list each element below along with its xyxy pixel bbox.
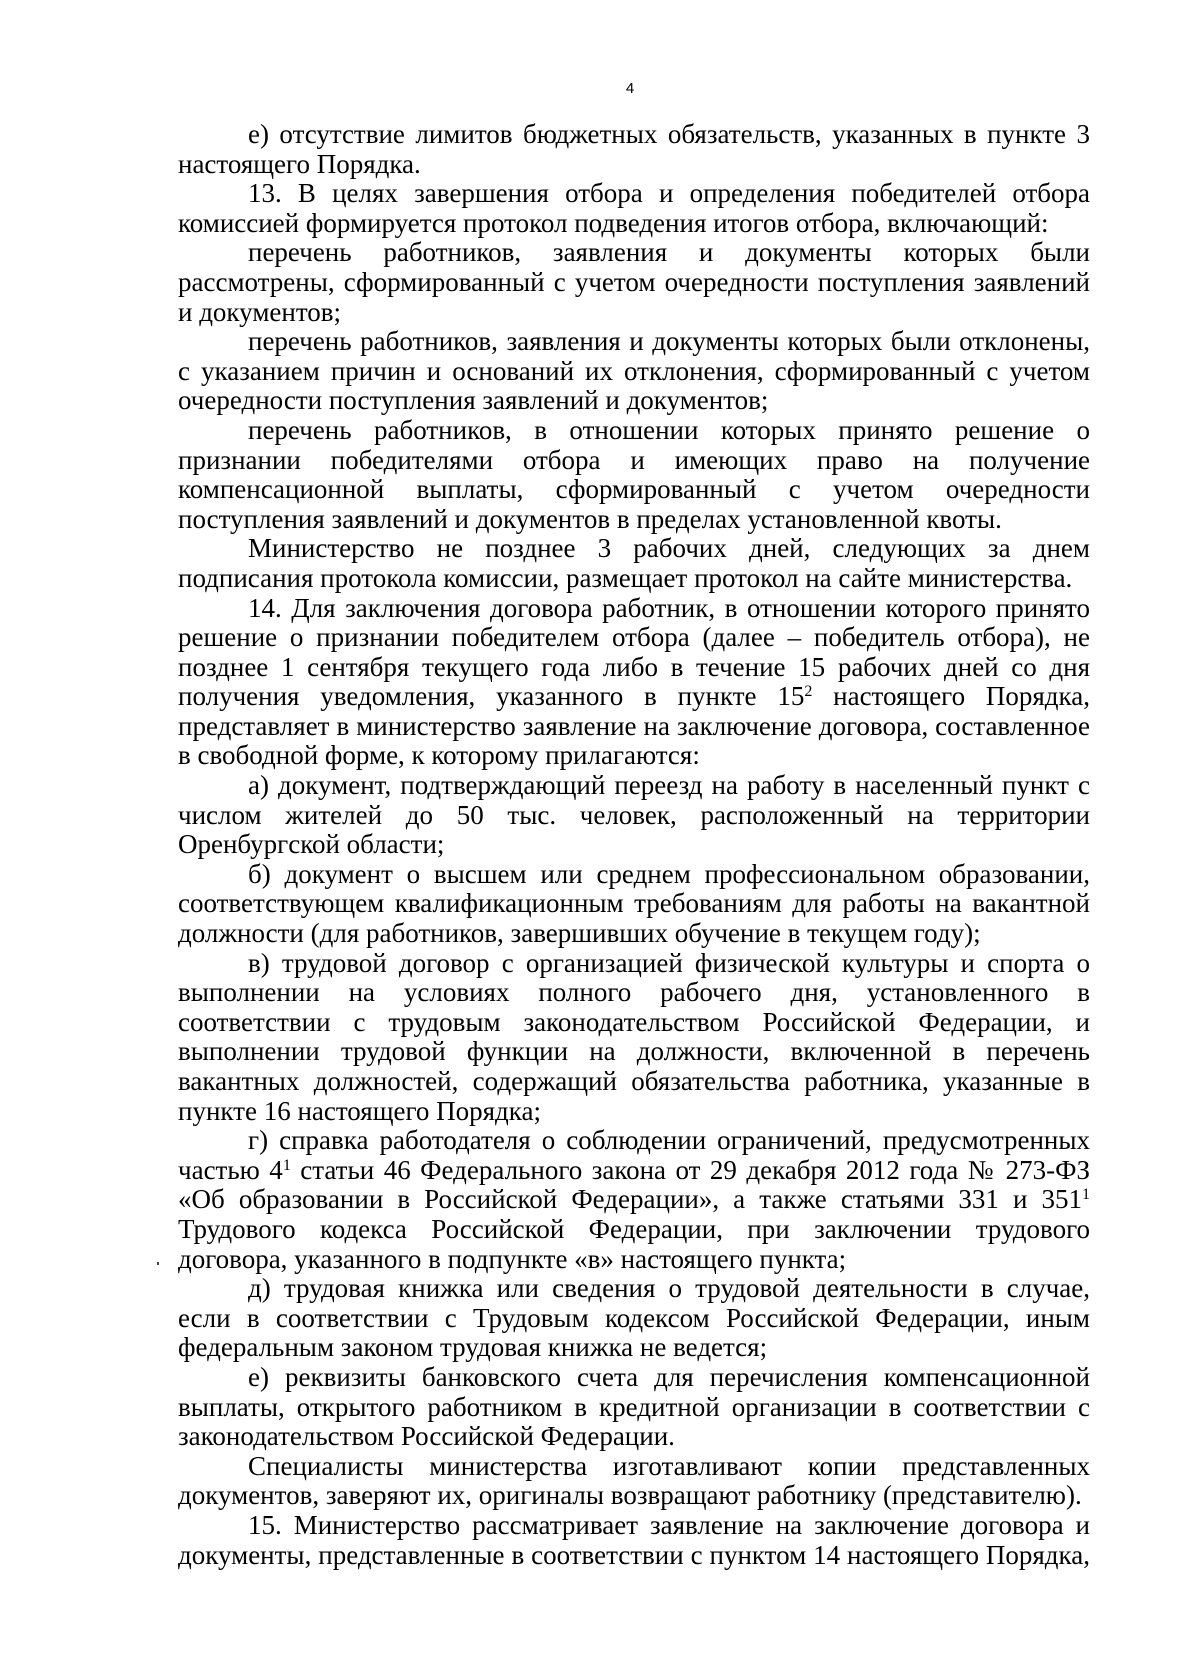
paragraph-13-list-winners: перечень работников, в отношении которых принято решение о признании победителями отбора и имеющих право на получение компенсационной выплаты, сформированный с учетом очередности поступления заявлений и документов в пределах установленной квоты. xyxy=(178,414,1090,534)
paragraph-15: 15. Министерство рассматривает заявление на заключение договора и документы, представленные в соответствии с пунктом 14 настоящего Порядка, xyxy=(178,1509,1090,1570)
paragraph-14-item-d: д) трудовая книжка или сведения о трудовой деятельности в случае, если в соответствии с Трудовым кодексом Российской Федерации, иным федеральным законом трудовая книжка не ведется; xyxy=(178,1273,1090,1363)
paragraph-14-g-text-2: статьи 46 Федерального закона от 29 декабря 2012 года № 273-ФЗ «Об образовании в Российской Федерации», а также статьями 331 и 351 xyxy=(178,1154,1090,1215)
paragraph-14-superscript: 2 xyxy=(804,683,813,701)
paragraph-14-item-v: в) трудовой договор с организацией физической культуры и спорта о выполнении на условиях полного рабочего дня, установленного в соответствии с трудовым законодательством Российской Федерации, и выполнении трудовой функции на должности, включенной в перечень вакантных должностей, содержащий обязательства работника, указанные в пункте 16 настоящего Порядка; xyxy=(178,947,1090,1126)
paragraph-14-item-b: б) документ о высшем или среднем профессиональном образовании, соответствующем квалификационным требованиям для работы на вакантной должности (для работников, завершивших обучение в текущем году); xyxy=(178,858,1090,949)
page-number: 4 xyxy=(625,80,635,97)
paragraph-14-g-superscript-2: 1 xyxy=(1082,1186,1090,1204)
paragraph-14-text-2: настоящего Порядка, представляет в министерство заявление на заключение договора, составленное в свободной форме, к которому прилагаются: xyxy=(178,681,1090,771)
paragraph-14-item-a: а) документ, подтверждающий переезд на работу в населенный пункт с числом жителей до 50 тыс. человек, расположенный на территории Оренбургской области; xyxy=(178,770,1090,860)
paragraph-13-list-rejected: перечень работников, заявления и документы которых были отклонены, с указанием причин и оснований их отклонения, сформированный с учетом очередности поступления заявлений и документов; xyxy=(178,326,1090,416)
paragraph-13-list-reviewed: перечень работников, заявления и документы которых были рассмотрены, сформированный с учетом очередности поступления заявлений и документов; xyxy=(178,237,1090,327)
paragraph-14-g-superscript-1: 1 xyxy=(282,1156,291,1174)
paragraph-14 xyxy=(178,594,1090,772)
paragraph-14-text-1: 14. Для заключения договора работник, в отношении которого принято решение о признании победителем отбора (далее – победитель отбора), не позднее 1 сентября текущего года либо в течение 15 рабочих дней со дня получения уведомления, указанного в пункте 15 xyxy=(178,592,1090,712)
paragraph-13-ministry-publishes: Министерство не позднее 3 рабочих дней, следующих за днем подписания протокола комиссии, размещает протокол на сайте министерства. xyxy=(178,533,1090,593)
paragraph-item-e-limits: е) отсутствие лимитов бюджетных обязательств, указанных в пункте 3 настоящего Порядка. xyxy=(178,119,1090,179)
scan-speck xyxy=(157,1262,159,1265)
paragraph-14-g-text-3: Трудового кодекса Российской Федерации, при заключении трудового договора, указанного в подпункте «в» настоящего пункта; xyxy=(178,1213,1090,1274)
paragraph-14-item-e: е) реквизиты банковского счета для перечисления компенсационной выплаты, открытого работником в кредитной организации в соответствии с законодательством Российской Федерации. xyxy=(178,1361,1090,1452)
document-body xyxy=(178,120,1090,1570)
paragraph-13: 13. В целях завершения отбора и определения победителей отбора комиссией формируется протокол подведения итогов отбора, включающий: xyxy=(178,178,1090,238)
paragraph-14-item-g xyxy=(178,1126,1090,1274)
paragraph-14-specialists: Специалисты министерства изготавливают копии представленных документов, заверяют их, оригиналы возвращают работнику (представителю). xyxy=(178,1450,1090,1511)
paragraph-14-g-text-1: г) справка работодателя о соблюдении ограничений, предусмотренных частью 4 xyxy=(178,1125,1090,1185)
